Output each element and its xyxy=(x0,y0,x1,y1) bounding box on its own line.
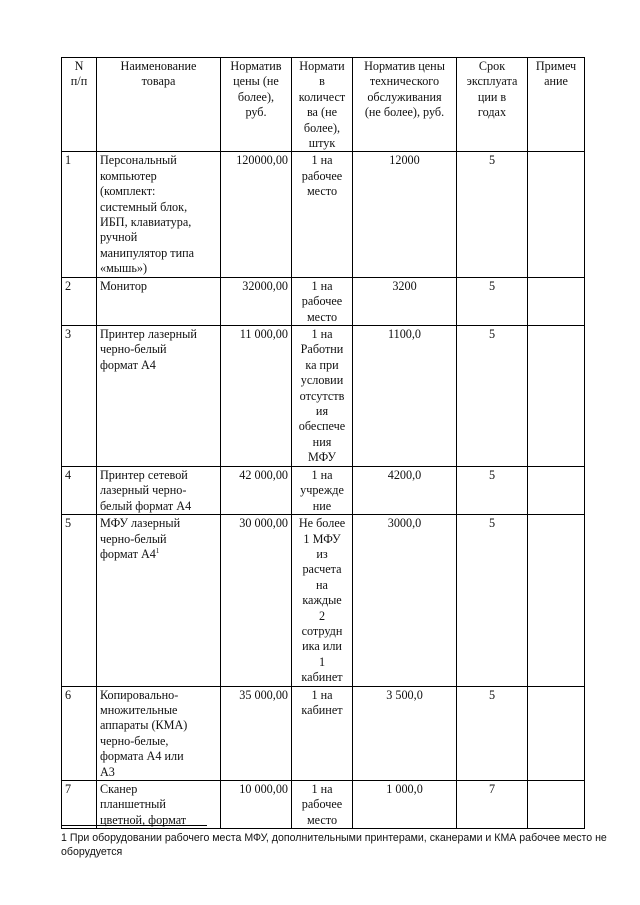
header-number: N п/п xyxy=(62,58,97,152)
cell-note xyxy=(528,325,585,466)
cell-quantity: 1 на учрежде ние xyxy=(292,466,353,514)
cell-name: Персональный компьютер (комплект: системный блок, ИБП, клавиатура, ручной манипулятор типа «мышь») xyxy=(97,152,221,277)
cell-name: Копировально- множительные аппараты (КМА) черно-белые, формата А4 или А3 xyxy=(97,686,221,780)
table-row xyxy=(62,466,585,514)
header-note: Примеч ание xyxy=(528,58,585,152)
cell-number: 1 xyxy=(62,152,97,277)
table-row xyxy=(62,515,585,686)
cell-price: 11 000,00 xyxy=(221,325,292,466)
cell-service-price: 1 000,0 xyxy=(353,781,457,829)
cell-service-price: 12000 xyxy=(353,152,457,277)
table-row xyxy=(62,325,585,466)
header-name: Наименование товара xyxy=(97,58,221,152)
cell-quantity: 1 на рабочее место xyxy=(292,152,353,277)
cell-price: 120000,00 xyxy=(221,152,292,277)
cell-note xyxy=(528,277,585,325)
cell-service-life: 5 xyxy=(457,152,528,277)
cell-quantity: Не более 1 МФУ из расчета на каждые 2 сотрудн ика или 1 кабинет xyxy=(292,515,353,686)
cell-quantity: 1 на Работни ка при условии отсутств ия обеспече ния МФУ xyxy=(292,325,353,466)
cell-number: 4 xyxy=(62,466,97,514)
cell-note xyxy=(528,466,585,514)
footnote-divider xyxy=(61,825,207,826)
cell-number: 2 xyxy=(62,277,97,325)
cell-price: 10 000,00 xyxy=(221,781,292,829)
cell-service-life: 5 xyxy=(457,686,528,780)
footnote-text: При оборудовании рабочего места МФУ, дополнительными принтерами, сканерами и КМА рабочее место не оборудуется xyxy=(61,832,607,858)
cell-number: 7 xyxy=(62,781,97,829)
cell-name: Монитор xyxy=(97,277,221,325)
cell-service-price: 3200 xyxy=(353,277,457,325)
cell-service-life: 5 xyxy=(457,325,528,466)
header-service-life: Срок эксплуата ции в годах xyxy=(457,58,528,152)
cell-number: 3 xyxy=(62,325,97,466)
cell-service-life: 7 xyxy=(457,781,528,829)
cell-note xyxy=(528,515,585,686)
header-quantity: Нормати в количест ва (не более), штук xyxy=(292,58,353,152)
cell-quantity: 1 на кабинет xyxy=(292,686,353,780)
footnote-marker: 1 xyxy=(155,546,160,555)
footnote-number: 1 xyxy=(61,832,67,844)
table-row xyxy=(62,686,585,780)
cell-service-price: 3 500,0 xyxy=(353,686,457,780)
table-row xyxy=(62,781,585,829)
cell-number: 6 xyxy=(62,686,97,780)
table-header-row xyxy=(62,58,585,152)
cell-quantity: 1 на рабочее место xyxy=(292,277,353,325)
cell-number: 5 xyxy=(62,515,97,686)
cell-quantity: 1 на рабочее место xyxy=(292,781,353,829)
cell-service-price: 1100,0 xyxy=(353,325,457,466)
table-row xyxy=(62,152,585,277)
cell-price: 30 000,00 xyxy=(221,515,292,686)
cell-name: Принтер сетевой лазерный черно- белый формат А4 xyxy=(97,466,221,514)
cell-service-life: 5 xyxy=(457,515,528,686)
header-service-price: Норматив цены технического обслуживания (не более), руб. xyxy=(353,58,457,152)
cell-service-price: 3000,0 xyxy=(353,515,457,686)
cell-name: Сканер планшетный цветной, формат xyxy=(97,781,221,829)
cell-note xyxy=(528,152,585,277)
header-price: Норматив цены (не более), руб. xyxy=(221,58,292,152)
cell-note xyxy=(528,781,585,829)
cell-note xyxy=(528,686,585,780)
cell-service-life: 5 xyxy=(457,466,528,514)
cell-price: 35 000,00 xyxy=(221,686,292,780)
footnote xyxy=(61,831,616,859)
cell-service-price: 4200,0 xyxy=(353,466,457,514)
table-row xyxy=(62,277,585,325)
equipment-norms-table xyxy=(61,57,585,829)
cell-service-life: 5 xyxy=(457,277,528,325)
cell-name: МФУ лазерный черно-белый формат $А4^1$ xyxy=(97,515,221,686)
cell-price: 42 000,00 xyxy=(221,466,292,514)
cell-name: Принтер лазерный черно-белый формат А4 xyxy=(97,325,221,466)
cell-price: 32000,00 xyxy=(221,277,292,325)
